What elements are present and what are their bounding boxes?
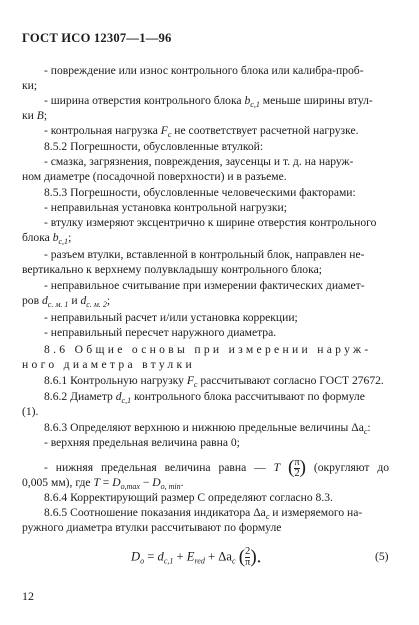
text-line: ки; bbox=[22, 79, 38, 92]
text-line: блока $b_{c,1}$; bbox=[22, 231, 72, 246]
section-heading: 8.5.2 Погрешности, обусловленные втулкой: bbox=[44, 140, 264, 153]
formula-5: $D_o = d_{c,1} + E_{red} + \Delta a_c$ ( $\frac{2}{\pi}$ ). bbox=[131, 546, 262, 568]
text-line: 0,005 мм), где $T = D_{o,max} - D_{o, min}$. bbox=[22, 476, 184, 491]
text-line: 8.6.4 Корректирующий размер C определяют согласно 8.3. bbox=[44, 491, 333, 504]
two-over-pi: $\frac{2}{\pi}$ bbox=[245, 546, 251, 568]
text-line: - контрольная нагрузка $F_c$ не соответствует расчетной нагрузке. bbox=[44, 124, 359, 139]
text-line: (1). bbox=[22, 405, 39, 418]
text-line: вертикально к верхнему полувкладышу контрольного блока; bbox=[22, 263, 322, 276]
text-line: - неправильный пересчет наружного диаметра. bbox=[44, 326, 277, 339]
section-title: ного диаметра втулки bbox=[22, 358, 195, 371]
pi-over-two: $\frac{\pi}{2}$ bbox=[294, 457, 300, 479]
text-line: - нижняя предельная величина равна — T ( $\frac{\pi}{2}$ ) (округляют до bbox=[44, 457, 390, 479]
text-line: 8.6.2 Диаметр $d_{c,1}$ контрольного блока рассчитывают по формуле bbox=[44, 390, 365, 405]
text-line: - втулку измеряют эксцентрично к ширине отверстия контрольного bbox=[44, 216, 377, 229]
equation-number: (5) bbox=[375, 550, 389, 563]
text-line: ров $d_{c. м. 1}$ и $d_{c. м. 2}$; bbox=[22, 294, 111, 309]
text-line: ружного диаметра втулки рассчитывают по формуле bbox=[22, 521, 282, 534]
text-line: ки B; bbox=[22, 109, 48, 122]
text-line: - разъем втулки, вставленной в контрольный блок, направлен не- bbox=[44, 248, 365, 261]
text-line: - повреждение или износ контрольного блока или калибра-проб- bbox=[44, 64, 364, 77]
text-line: - неправильная установка контрольной нагрузки; bbox=[44, 201, 287, 214]
section-title: 8.6 Общие основы при измерении наруж- bbox=[44, 343, 372, 356]
text-line: 8.6.3 Определяют верхнюю и нижнюю предельные величины $\Delta a_c$: bbox=[44, 421, 371, 436]
text-line: 8.6.1 Контрольную нагрузку $F_c$ рассчитывают согласно ГОСТ 27672. bbox=[44, 374, 384, 389]
document-header: ГОСТ ИСО 12307—1—96 bbox=[22, 31, 172, 45]
text-line: - верхняя предельная величина равна 0; bbox=[44, 436, 240, 449]
text-line: - неправильное считывание при измерении фактических диамет- bbox=[44, 279, 365, 292]
page-number: 12 bbox=[22, 589, 34, 603]
text-line: - неправильный расчет и/или установка коррекции; bbox=[44, 311, 298, 324]
text-line: ном диаметре (посадочной поверхности) и в разъеме. bbox=[22, 170, 287, 183]
text-line: 8.6.5 Соотношение показания индикатора $\Delta a_c$ и измеряемого на- bbox=[44, 506, 363, 521]
text-line: - ширина отверстия контрольного блока $b_{c,1}$ меньше ширины втул- bbox=[44, 94, 373, 109]
text-line: - смазка, загрязнения, повреждения, заусенцы и т. д. на наруж- bbox=[44, 155, 354, 168]
section-heading: 8.5.3 Погрешности, обусловленные человеческими факторами: bbox=[44, 186, 356, 199]
